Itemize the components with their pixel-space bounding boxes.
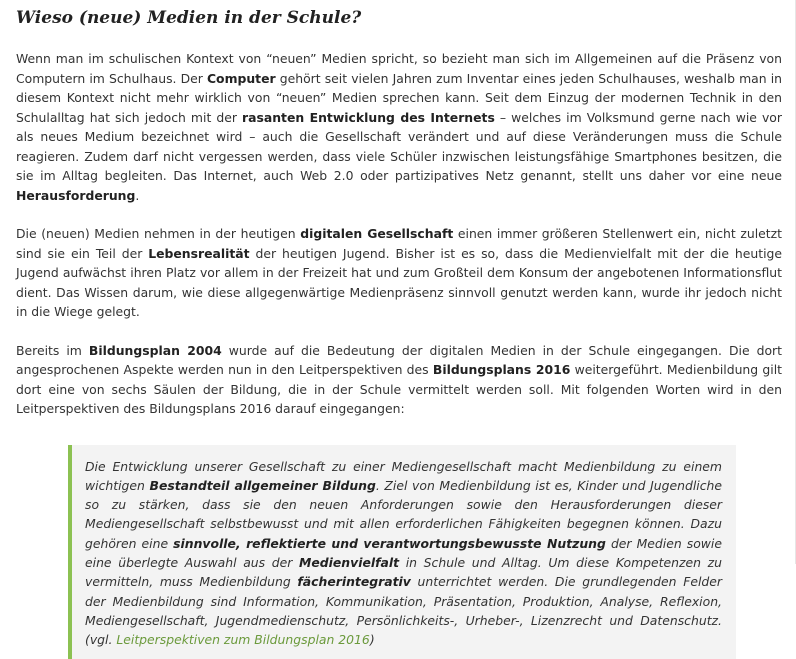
blockquote [68, 445, 736, 659]
quote-text [85, 457, 722, 650]
page-title: Wieso (neue) Medien in der Schule? [16, 8, 782, 28]
keyword-computer: Computer [207, 71, 276, 86]
paragraph-text: wurde auf die Bedeutung der digitalen Medien in der Schule eingegangen. Die dort angesprochenen Aspekte werden nun in den Leitperspektiven des [16, 343, 782, 378]
paragraph-bildungsplan [16, 341, 782, 419]
keyword-herausforderung: Herausforderung [16, 188, 135, 203]
keyword-bildungsplan-2016: Bildungsplans 2016 [433, 362, 570, 377]
keyword-faecherintegrativ: fächerintegrativ [297, 574, 410, 589]
quote-segment: . Ziel von Medienbildung ist es, Kinder und Jugendliche so zu stärken, dass sie den neuen Anforderungen sowie den Herausforderungen dieser Mediengesellschaft selbstbewusst und mit allen erforderlichen Fähigkeiten begegnen können. Dazu gehören eine [85, 478, 722, 551]
keyword-bestandteil: Bestandteil allgemeiner Bildung [150, 478, 376, 493]
keyword-digitale-gesellschaft: digitalen Gesellschaft [300, 226, 453, 241]
paragraph-text: gehört seit vielen Jahren zum Inventar eines jeden Schulhauses, weshalb man in diesem Kontext nicht mehr wirklich von “neuen” Medien sprechen kann. Seit dem Einzug der modernen Technik in den Schulalltag hat sich jedoch mit der [16, 71, 782, 125]
keyword-nutzung: sinnvolle, reflektierte und verantwortungsbewusste Nutzung [173, 536, 606, 551]
paragraph-society [16, 224, 782, 322]
keyword-bildungsplan-2004: Bildungsplan 2004 [89, 343, 222, 358]
quote-segment: unterrichtet werden. Die grundlegenden Felder der Medienbildung sind Information, Kommunikation, Präsentation, Produktion, Analyse, Reflexion, Mediengesellschaft, Jugendmedienschutz, Persönlichkeits-, Urheber-, Lizenzrecht und Datenschutz. (vgl. [85, 574, 722, 647]
paragraph-text: Wenn man im schulischen Kontext von “neuen” Medien spricht, so bezieht man sich im Allgemeinen auf die Präsenz von Computern im Schulhaus. Der [16, 51, 782, 86]
keyword-medienvielfalt: Medienvielfalt [299, 555, 399, 570]
paragraph-text: Bereits im [16, 343, 89, 358]
keyword-internet: rasanten Entwicklung des Internets [242, 110, 495, 125]
paragraph-intro [16, 49, 782, 205]
paragraph-text: . [135, 188, 139, 203]
keyword-lebensrealitaet: Lebensrealität [148, 246, 249, 261]
quote-segment: der Medien sowie eine überlegte Auswahl aus der [85, 536, 722, 570]
paragraph-text: – welches im Volksmund gerne nach wie vor als neues Medium bezeichnet wird – auch die Gesellschaft verändert und auf diese Veränderungen muss die Schule reagieren. Zudem darf nicht vergessen werden, dass viele Schüler inzwischen leistungsfähige Smartphones besitzen, die sie im Alltag begleiten. Das Internet, auch Web 2.0 oder partizipatives Netz genannt, stellt uns daher vor eine neue [16, 110, 782, 184]
paragraph-text: weitergeführt. Medienbildung gilt dort eine von sechs Säulen der Bildung, die in der Schule vermittelt werden soll. Mit folgenden Worten wird in den Leitperspektiven des Bildungsplans 2016 darauf eingegangen: [16, 362, 782, 416]
leitperspektiven-link[interactable]: Leitperspektiven zum Bildungsplan 2016 [116, 632, 369, 647]
quote-segment: in Schule und Alltag. Um diese Kompetenzen zu vermitteln, muss Medienbildung [85, 555, 722, 589]
paragraph-text: der heutigen Jugend. Bisher ist es so, dass die Medienvielfalt mit der die heutige Jugend aufwächst ihren Platz vor allem in der Freizeit hat und zum Großteil dem Konsum der angebotenen Informationsflut dient. Das Wissen darum, wie diese allgegenwärtige Medienpräsenz sinnvoll genutzt werden kann, wurde ihr jedoch nicht in die Wiege gelegt. [16, 246, 782, 320]
quote-segment: ) [370, 632, 375, 647]
paragraph-text: Die (neuen) Medien nehmen in der heutigen [16, 226, 300, 241]
paragraph-text: einen immer größeren Stellenwert ein, nicht zuletzt sind sie ein Teil der [16, 226, 782, 261]
quote-segment: Die Entwicklung unserer Gesellschaft zu einer Mediengesellschaft macht Medienbildung zu einem wichtigen [85, 459, 722, 493]
